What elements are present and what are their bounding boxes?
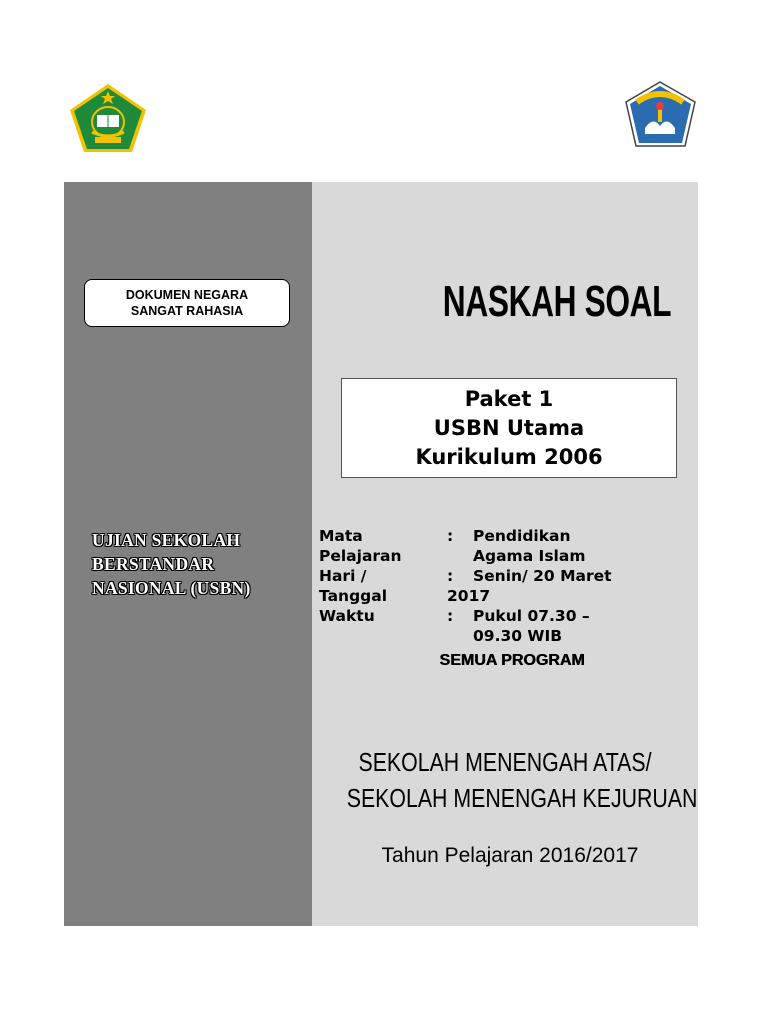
paket-line-1: Paket 1 bbox=[464, 386, 554, 411]
detail-separator bbox=[447, 546, 473, 566]
detail-value: 09.30 WIB bbox=[473, 627, 563, 645]
academic-year: Tahun Pelajaran 2016/2017 bbox=[381, 844, 639, 867]
sidebar-panel bbox=[64, 182, 312, 926]
exam-name-line-1: UJIAN SEKOLAH bbox=[92, 530, 241, 550]
detail-label: Tanggal bbox=[319, 587, 388, 605]
paket-line-3: Kurikulum 2006 bbox=[415, 444, 603, 469]
exam-name bbox=[92, 528, 307, 600]
exam-details bbox=[319, 526, 689, 646]
detail-label: Mata bbox=[319, 527, 363, 545]
school-type-line-1: SEKOLAH MENENGAH ATAS/ bbox=[358, 747, 652, 777]
detail-label bbox=[319, 626, 447, 646]
main-panel bbox=[312, 182, 698, 926]
kemenag-emblem-icon bbox=[68, 82, 148, 154]
tut-wuri-handayani-icon bbox=[623, 80, 698, 150]
cover-panel bbox=[64, 182, 698, 926]
detail-value: Pendidikan bbox=[473, 527, 571, 545]
detail-label: Waktu bbox=[319, 607, 375, 625]
detail-separator: : bbox=[447, 607, 454, 625]
detail-row bbox=[319, 526, 689, 546]
detail-separator: : bbox=[447, 527, 454, 545]
paket-line-2: USBN Utama bbox=[433, 415, 585, 440]
program-label: SEMUA PROGRAM bbox=[439, 652, 585, 669]
detail-value: 2017 bbox=[447, 587, 491, 605]
classification-label bbox=[84, 279, 290, 327]
detail-label: Pelajaran bbox=[319, 547, 402, 565]
exam-name-line-3: NASIONAL (USBN) bbox=[92, 578, 251, 598]
detail-label: Hari / bbox=[319, 567, 367, 585]
detail-row bbox=[319, 606, 689, 626]
detail-value: Pukul 07.30 – bbox=[473, 607, 590, 625]
page-title: NASKAH SOAL bbox=[442, 277, 672, 326]
school-type bbox=[312, 744, 698, 816]
classification-line-1: DOKUMEN NEGARA bbox=[125, 288, 249, 302]
exam-name-line-2: BERSTANDAR bbox=[92, 554, 215, 574]
detail-row bbox=[319, 546, 689, 566]
classification-line-2: SANGAT RAHASIA bbox=[130, 304, 244, 318]
detail-row bbox=[319, 566, 689, 586]
detail-value: Agama Islam bbox=[473, 547, 586, 565]
school-type-line-2: SEKOLAH MENENGAH KEJURUAN bbox=[346, 783, 698, 813]
detail-row bbox=[319, 586, 689, 606]
detail-separator: : bbox=[447, 567, 454, 585]
detail-row bbox=[319, 626, 689, 646]
detail-separator bbox=[447, 626, 473, 646]
detail-value: Senin/ 20 Maret bbox=[473, 567, 612, 585]
paket-box bbox=[341, 378, 677, 478]
